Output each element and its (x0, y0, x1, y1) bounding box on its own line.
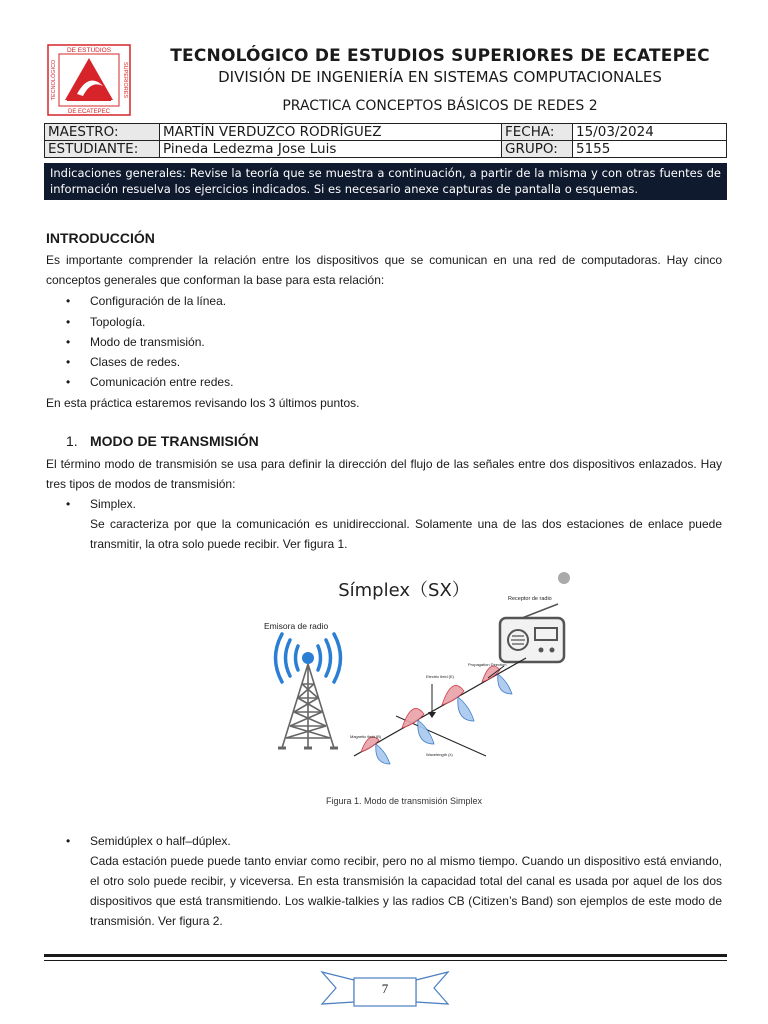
em-wave-diagram (350, 658, 526, 764)
list-item: • Semidúplex o half–dúplex. (66, 831, 207, 851)
section-heading: MODO DE TRANSMISIÓN (90, 433, 259, 449)
teacher-label: MAESTRO: (45, 124, 160, 141)
section-number: 1. (66, 433, 78, 449)
list-item: • Simplex. (66, 494, 112, 514)
simplex-figure (236, 566, 572, 776)
division-name: DIVISIÓN DE INGENIERÍA EN SISTEMAS COMPUTACIONALES (218, 68, 662, 86)
logo-text-top: DE ESTUDIOS (66, 47, 112, 54)
info-table (44, 123, 727, 158)
student-value: Pineda Ledezma Jose Luis (160, 141, 502, 158)
list-item: • Comunicación entre redes. (66, 372, 209, 392)
group-label: GRUPO: (502, 141, 573, 158)
intro-paragraph: Es importante comprender la relación entre los dispositivos que se comunican en una red de computadoras. Hay cinco conceptos generales que conforman la base para esta relación: (46, 253, 722, 287)
footer-rule-thin (44, 960, 727, 961)
page-number: 7 (381, 981, 389, 996)
teacher-value: MARTÍN VERDUZCO RODRÍGUEZ (160, 124, 502, 141)
general-instructions: Indicaciones generales: Revise la teoría que se muestra a continuación, a partir de la misma y con otras fuentes de información resuelva los ejercicios indicados. Si es necesario anexe capturas de pantalla o esquemas. (44, 163, 727, 200)
institution-logo (47, 44, 131, 116)
emitter-label: Emisora de radio (264, 621, 329, 631)
logo-text-left: TECNOLÓGICO (51, 59, 57, 101)
intro-heading: INTRODUCCIÓN (46, 230, 155, 246)
half-duplex-description: Cada estación puede puede tanto enviar como recibir, pero no al mismo tiempo. Cuando un dispositivo está enviando, el otro solo puede recibir, y viceversa. En esta transmisión la capacidad total del canal es usada por aquel de los dos dispositivos que está transmitiendo. Los walkie-talkies y las radios CB (Citizen’s Band) son ejemplos de este modo de transmisión. Ver figura 2. (90, 854, 722, 928)
figure-caption: Figura 1. Modo de transmisión Simplex (325, 796, 483, 806)
radio-receiver-icon (500, 604, 564, 662)
footer-rule (44, 954, 727, 957)
magnetic-field-label: Magnetic field (B) (350, 734, 382, 739)
intro-closing: En esta práctica estaremos revisando los 3 últimos puntos. (46, 396, 360, 410)
logo-text-bottom: DE ECATEPEC (68, 109, 110, 115)
institution-name: TECNOLÓGICO DE ESTUDIOS SUPERIORES DE ECATEPEC (170, 46, 710, 66)
radio-tower-icon (278, 664, 338, 748)
list-item: • Modo de transmisión. (66, 332, 181, 352)
figure-title: Símplex（SX） (338, 580, 470, 601)
list-item: • Topología. (66, 312, 121, 332)
logo-text-right: SUPERIORES (122, 61, 128, 99)
wavelength-label: Wavelength (λ) (426, 752, 453, 757)
electric-field-label: Electric field (E) (426, 674, 455, 679)
propagation-label: Propagation Direction (468, 662, 507, 667)
group-value: 5155 (573, 141, 727, 158)
simplex-description: Se caracteriza por que la comunicación es unidireccional. Solamente una de las dos estaciones de enlace puede transmitir, la otra solo puede recibir. Ver figura 1. (90, 517, 722, 551)
practice-title: PRACTICA CONCEPTOS BÁSICOS DE REDES 2 (282, 98, 598, 114)
date-value: 15/03/2024 (573, 124, 727, 141)
list-item: • Configuración de la línea. (66, 291, 202, 311)
receiver-label: Receptor de radio (508, 596, 552, 602)
section-paragraph: El término modo de transmisión se usa para definir la dirección del flujo de las señales entre dos dispositivos enlazados. Hay tres tipos de modos de transmisión: (46, 457, 722, 491)
list-item: • Clases de redes. (66, 352, 156, 372)
student-label: ESTUDIANTE: (45, 141, 160, 158)
date-label: FECHA: (502, 124, 573, 141)
